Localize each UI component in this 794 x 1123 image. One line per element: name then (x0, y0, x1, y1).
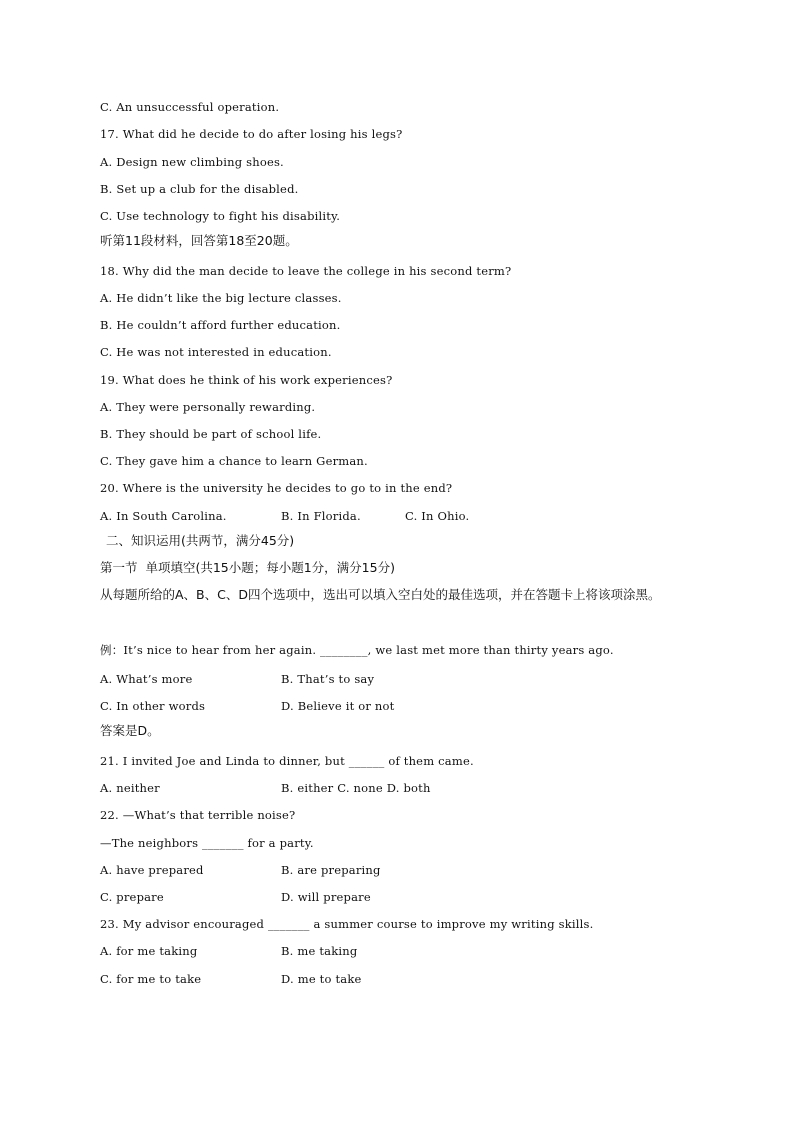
q23-option-c: C. for me to take (100, 972, 202, 986)
q23-options-row-1 (100, 943, 357, 959)
q23-options-row-2 (100, 971, 362, 987)
q20-option-b: B. In Florida. (281, 509, 361, 523)
q18-option-a: A. He didn’t like the big lecture classes. (100, 291, 342, 305)
q19-stem: 19. What does he think of his work experiences? (100, 373, 393, 387)
q18-option-b: B. He couldn’t afford further education. (100, 318, 341, 332)
listening-instruction-11: 听第11段材料，回答第18至20题。 (100, 233, 298, 248)
q22-option-a: A. have prepared (100, 863, 204, 877)
q22-options-row-2 (100, 889, 371, 905)
q21-option-a: A. neither (100, 781, 160, 795)
q22-stem-reply: —The neighbors _______ for a party. (100, 836, 314, 850)
subsection-title: 第一节 单项填空(共15小题；每小题1分，满分15分) (100, 560, 395, 575)
q21-stem: 21. I invited Joe and Linda to dinner, but ______ of them came. (100, 754, 474, 768)
q23-stem: 23. My advisor encouraged _______ a summer course to improve my writing skills. (100, 917, 594, 931)
q18-option-c: C. He was not interested in education. (100, 345, 332, 359)
q22-stem: 22. —What’s that terrible noise? (100, 808, 296, 822)
q16-option-c: C. An unsuccessful operation. (100, 100, 280, 114)
q20-stem: 20. Where is the university he decides to go to in the end? (100, 481, 453, 495)
q17-stem: 17. What did he decide to do after losing his legs? (100, 127, 403, 141)
example-options-row-2 (100, 698, 394, 714)
q22-option-b: B. are preparing (281, 863, 381, 877)
q22-options-row-1 (100, 862, 381, 878)
example-stem: 例：It’s nice to hear from her again. ________, we last met more than thirty years ago. (100, 643, 614, 657)
q17-option-a: A. Design new climbing shoes. (100, 155, 284, 169)
q23-option-b: B. me taking (281, 944, 358, 958)
q20-option-c: C. In Ohio. (405, 509, 470, 523)
q20-options (100, 508, 469, 524)
example-answer: 答案是D。 (100, 723, 160, 738)
instructions: 从每题所给的A、B、C、D四个选项中，选出可以填入空白处的最佳选项，并在答题卡上将该项涂黑。 (100, 587, 661, 602)
q21-options-bcd: B. either C. none D. both (281, 781, 431, 795)
q23-option-d: D. me to take (281, 972, 362, 986)
q22-option-d: D. will prepare (281, 890, 371, 904)
q17-option-c: C. Use technology to fight his disability. (100, 209, 341, 223)
q20-option-a: A. In South Carolina. (100, 509, 227, 523)
q19-option-b: B. They should be part of school life. (100, 427, 322, 441)
q21-options (100, 780, 431, 796)
q22-option-c: C. prepare (100, 890, 164, 904)
section-title: 二、知识运用(共两节，满分45分) (106, 533, 295, 548)
example-option-b: B. That’s to say (281, 672, 375, 686)
example-option-c: C. In other words (100, 699, 206, 713)
q17-option-b: B. Set up a club for the disabled. (100, 182, 299, 196)
example-option-d: D. Believe it or not (281, 699, 395, 713)
q18-stem: 18. Why did the man decide to leave the college in his second term? (100, 264, 512, 278)
q19-option-c: C. They gave him a chance to learn German. (100, 454, 368, 468)
example-options-row-1 (100, 671, 374, 687)
q19-option-a: A. They were personally rewarding. (100, 400, 316, 414)
example-option-a: A. What’s more (100, 672, 193, 686)
q23-option-a: A. for me taking (100, 944, 198, 958)
